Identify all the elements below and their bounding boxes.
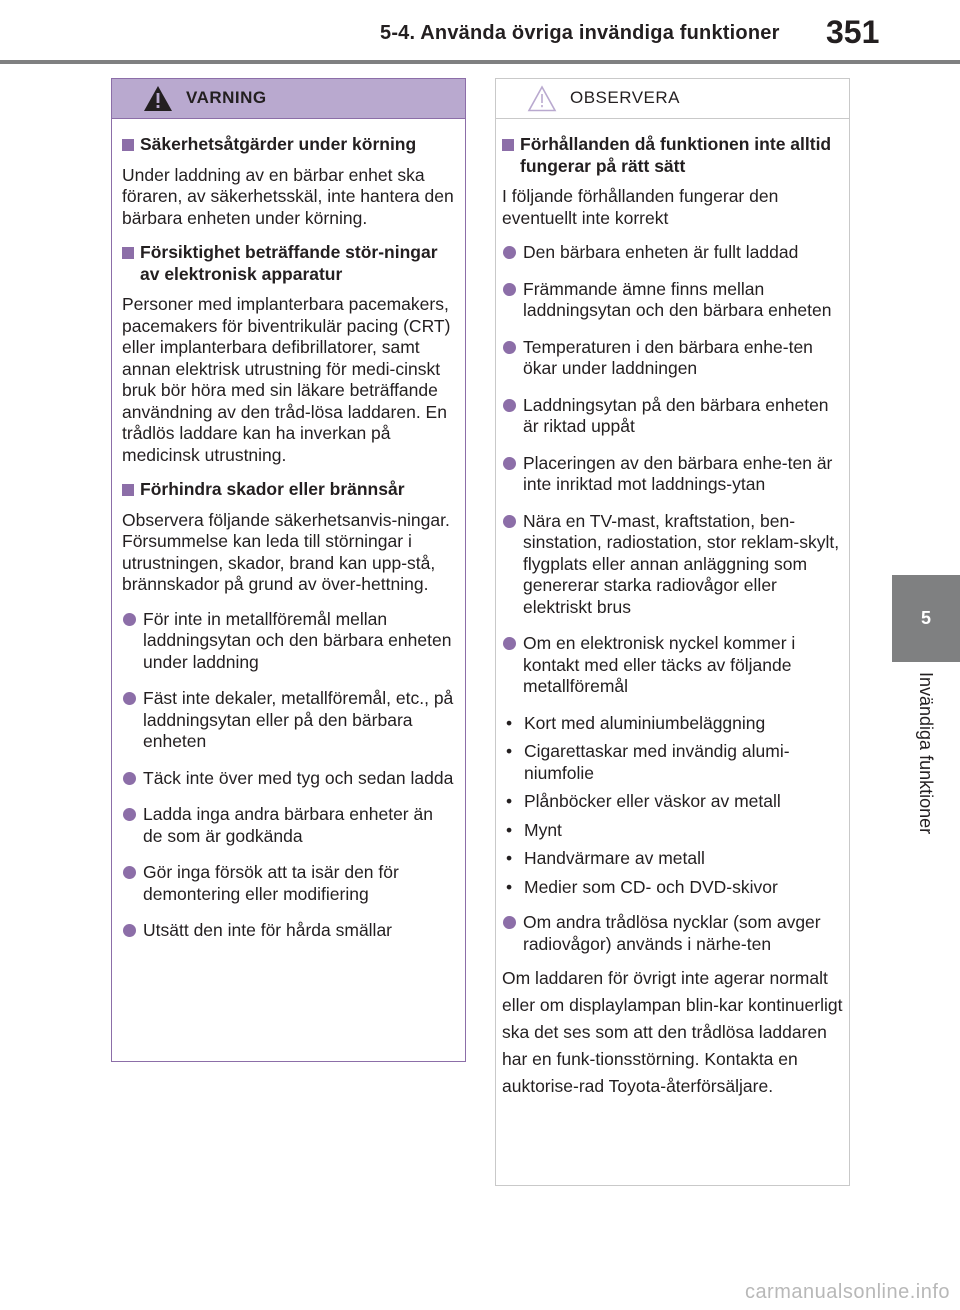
list-item: Om andra trådlösa nycklar (som avger radiovågor) används i närhe-ten: [502, 912, 843, 955]
list-item: Nära en TV-mast, kraftstation, ben-sinstation, radiostation, stor reklam-skylt, flygplats eller annan anläggning som genererar starka radiovågor eller elektriskt brus: [502, 511, 843, 619]
round-bullet-icon: [503, 515, 516, 528]
page-number: 351: [826, 14, 880, 50]
list-item: Fäst inte dekaler, metallföremål, etc., på laddningsytan eller på den bärbara enheten: [122, 688, 455, 753]
list-item: För inte in metallföremål mellan laddningsytan och den bärbara enheten under laddning: [122, 609, 455, 674]
sub-list-item: • Cigarettaskar med invändig alumi-niumfolie: [506, 741, 790, 783]
sub-list-item: • Kort med aluminiumbeläggning: [506, 712, 766, 733]
header-rule: [0, 60, 960, 64]
chapter-tab[interactable]: [892, 575, 960, 662]
notice-title: OBSERVERA: [570, 88, 681, 107]
list-item: Den bärbara enheten är fullt laddad: [502, 242, 843, 264]
warning-subheading: Säkerhetsåtgärder under körning: [122, 134, 455, 156]
list-item: Täck inte över med tyg och sedan ladda: [122, 768, 455, 790]
warning-paragraph: Observera följande säkerhetsanvis-ningar.: [122, 509, 450, 530]
notice-closing: Om laddaren för övrigt inte agerar normalt eller om displaylampan blin-kar kontinuerligt ska det ses som att den trådlösa laddaren har en funk-tionsstörning. Kontakta en auktorise-rad Toyota-återförsäljare.: [502, 968, 843, 1096]
chapter-number: 5: [920, 608, 931, 628]
notice-header: [496, 79, 849, 119]
square-bullet-icon: [502, 139, 514, 151]
warning-subheading: Försiktighet beträffande stör-ningar av elektronisk apparatur: [122, 242, 455, 285]
warning-paragraph: Försummelse kan leda till störningar i utrustningen, skador, brand kan upp-stå, brännskador på grund av över-hettning.: [122, 531, 436, 594]
sub-list-item: • Mynt: [506, 819, 562, 840]
round-bullet-icon: [123, 772, 136, 785]
round-bullet-icon: [123, 924, 136, 937]
sub-list-item: • Plånböcker eller väskor av metall: [506, 791, 781, 811]
list-item: Laddningsytan på den bärbara enheten är riktad uppåt: [502, 395, 843, 438]
square-bullet-icon: [122, 484, 134, 496]
round-bullet-icon: [503, 457, 516, 470]
warning-paragraph: Personer med implanterbara pacemakers, pacemakers för biventrikulär pacing (CRT) eller implanterbara defibrillatorer, samt annan elektrisk utrustning för medi-cinskt bruk bör höra med sin läkare beträffande användning av den tråd-lösa laddaren. En trådlös laddare kan ha inverkan på medicinsk utrustning.: [122, 294, 451, 465]
round-bullet-icon: [123, 808, 136, 821]
round-bullet-icon: [503, 399, 516, 412]
notice-box: [495, 78, 850, 1186]
round-bullet-icon: [123, 866, 136, 879]
notice-intro: I följande förhållanden fungerar den eventuellt inte korrekt: [502, 186, 779, 228]
list-item: Ladda inga andra bärbara enheter än de som är godkända: [122, 804, 455, 847]
list-item: Gör inga försök att ta isär den för demontering eller modifiering: [122, 862, 455, 905]
warning-paragraph: Under laddning av en bärbar enhet ska föraren, av säkerhetsskäl, inte hantera den bärbara enheten under körning.: [122, 164, 454, 228]
list-item: Temperaturen i den bärbara enhe-ten ökar under laddningen: [502, 337, 843, 380]
watermark: carmanualsonline.info: [744, 1281, 950, 1303]
square-bullet-icon: [122, 139, 134, 151]
list-item: Om en elektronisk nyckel kommer i kontakt med eller täcks av följande metallföremål: [502, 633, 843, 698]
warning-triangle-icon: [143, 85, 173, 112]
round-bullet-icon: [503, 637, 516, 650]
warning-header: [112, 79, 465, 119]
round-bullet-icon: [123, 613, 136, 626]
sub-list-item: • Medier som CD- och DVD-skivor: [506, 876, 778, 897]
caution-triangle-icon: [527, 85, 557, 112]
warning-title: VARNING: [186, 88, 267, 107]
warning-box: [111, 78, 466, 1062]
square-bullet-icon: [122, 247, 134, 259]
round-bullet-icon: [503, 283, 516, 296]
list-item: Placeringen av den bärbara enhe-ten är inte inriktad mot laddnings-ytan: [502, 453, 843, 496]
section-title: 5-4. Använda övriga invändiga funktioner: [380, 22, 780, 44]
round-bullet-icon: [123, 692, 136, 705]
chapter-label: Invändiga funktioner: [916, 672, 936, 835]
round-bullet-icon: [503, 246, 516, 259]
warning-subheading: Förhindra skador eller brännsår: [122, 479, 455, 501]
round-bullet-icon: [503, 341, 516, 354]
list-item: Utsätt den inte för hårda smällar: [122, 920, 455, 942]
list-item: Främmande ämne finns mellan laddningsytan och den bärbara enheten: [502, 279, 843, 322]
round-bullet-icon: [503, 916, 516, 929]
sub-list-item: • Handvärmare av metall: [506, 848, 705, 868]
notice-subheading: Förhållanden då funktionen inte alltid fungerar på rätt sätt: [502, 134, 843, 177]
